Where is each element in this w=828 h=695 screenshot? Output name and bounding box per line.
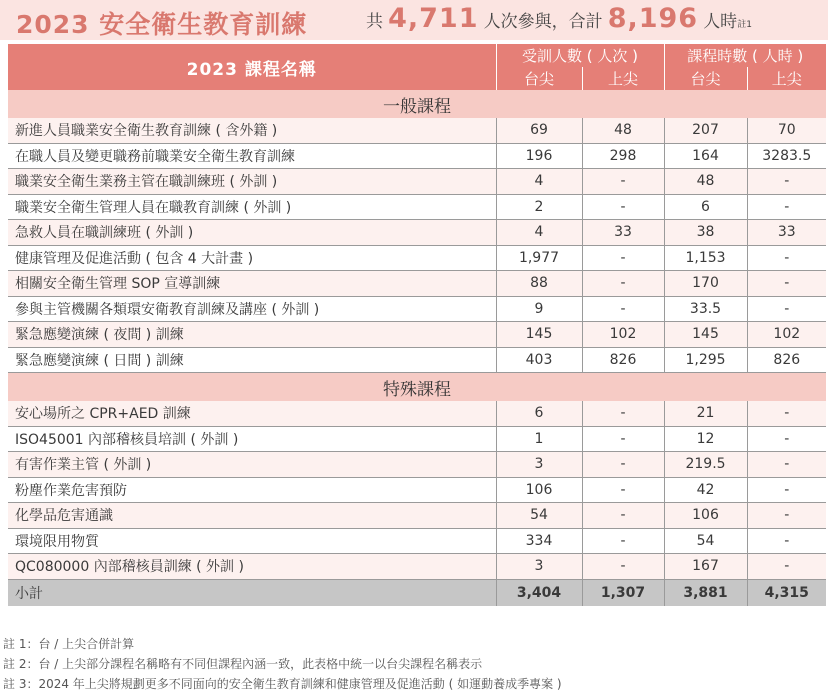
value-cell: 164 <box>664 143 747 169</box>
value-cell: 42 <box>664 477 747 503</box>
value-cell: - <box>582 477 664 503</box>
value-cell: 48 <box>664 169 747 195</box>
value-cell: 4 <box>496 169 582 195</box>
value-cell: - <box>747 452 826 478</box>
table-body <box>8 90 826 606</box>
value-cell: - <box>747 271 826 297</box>
table-row <box>8 296 826 322</box>
value-cell: 54 <box>496 503 582 529</box>
course-name-cell: 新進人員職業安全衛生教育訓練 ( 含外籍 ) <box>8 118 496 143</box>
section-special: 特殊課程 <box>8 373 826 402</box>
course-name-header: 2023 課程名稱 <box>8 44 496 90</box>
value-cell: 6 <box>496 401 582 426</box>
course-name-cell: 相關安全衛生管理 SOP 宣導訓練 <box>8 271 496 297</box>
value-cell: 33.5 <box>664 296 747 322</box>
course-name-cell: 緊急應變演練 ( 日間 ) 訓練 <box>8 347 496 373</box>
value-cell: 3,404 <box>496 579 582 606</box>
course-name-cell: 在職人員及變更職務前職業安全衛生教育訓練 <box>8 143 496 169</box>
value-cell: 6 <box>664 194 747 220</box>
value-cell: 1,153 <box>664 245 747 271</box>
table-row <box>8 194 826 220</box>
course-name-cell: 粉塵作業危害預防 <box>8 477 496 503</box>
hours-header: 課程時數 ( 人時 ) <box>664 44 826 67</box>
course-name-cell: 職業安全衛生業務主管在職訓練班 ( 外訓 ) <box>8 169 496 195</box>
note-ref: 註1 <box>737 20 752 30</box>
summary-line <box>366 3 752 34</box>
value-cell: - <box>747 554 826 580</box>
value-cell: - <box>747 503 826 529</box>
table-row <box>8 245 826 271</box>
table-row <box>8 477 826 503</box>
table-row <box>8 118 826 143</box>
value-cell: 298 <box>582 143 664 169</box>
value-cell: 38 <box>664 220 747 246</box>
value-cell: - <box>747 245 826 271</box>
value-cell: - <box>582 245 664 271</box>
trainees-tw-header: 台尖 <box>496 67 582 90</box>
value-cell: 826 <box>582 347 664 373</box>
footnotes <box>3 634 562 694</box>
table-row <box>8 554 826 580</box>
value-cell: 2 <box>496 194 582 220</box>
value-cell: 54 <box>664 528 747 554</box>
value-cell: 70 <box>747 118 826 143</box>
value-cell: 106 <box>496 477 582 503</box>
table-row <box>8 452 826 478</box>
value-cell: 88 <box>496 271 582 297</box>
footnote: 註 1：台 / 上尖合併計算 <box>3 637 135 651</box>
course-name-cell: 職業安全衛生管理人員在職教育訓練 ( 外訓 ) <box>8 194 496 220</box>
total-row <box>8 579 826 606</box>
value-cell: 102 <box>747 322 826 348</box>
value-cell: 1,295 <box>664 347 747 373</box>
value-cell: - <box>582 401 664 426</box>
hours-sh-header: 上尖 <box>747 67 826 90</box>
value-cell: 33 <box>582 220 664 246</box>
value-cell: 403 <box>496 347 582 373</box>
table-row <box>8 401 826 426</box>
footnote: 註 3：2024 年上尖將規劃更多不同面向的安全衛生教育訓練和健康管理及促進活動 ( 如運動養成季專案 ) <box>3 677 562 691</box>
value-cell: - <box>582 554 664 580</box>
value-cell: 4 <box>496 220 582 246</box>
value-cell: 1,977 <box>496 245 582 271</box>
course-name-cell: 環境限用物質 <box>8 528 496 554</box>
value-cell: 48 <box>582 118 664 143</box>
course-name-cell: 化學品危害通識 <box>8 503 496 529</box>
value-cell: - <box>747 401 826 426</box>
value-cell: - <box>747 426 826 452</box>
training-table <box>8 44 826 606</box>
value-cell: 1 <box>496 426 582 452</box>
course-name-cell: 急救人員在職訓練班 ( 外訓 ) <box>8 220 496 246</box>
course-name-cell: ISO45001 內部稽核員培訓 ( 外訓 ) <box>8 426 496 452</box>
value-cell: 826 <box>747 347 826 373</box>
value-cell: 4,315 <box>747 579 826 606</box>
table-row <box>8 347 826 373</box>
course-name-cell: 緊急應變演練 ( 夜間 ) 訓練 <box>8 322 496 348</box>
value-cell: - <box>747 296 826 322</box>
total-people: 4,711 <box>388 3 479 34</box>
trainees-header: 受訓人數 ( 人次 ) <box>496 44 664 67</box>
course-name-cell: QC080000 內部稽核員訓練 ( 外訓 ) <box>8 554 496 580</box>
course-name-cell: 有害作業主管 ( 外訓 ) <box>8 452 496 478</box>
trainees-sh-header: 上尖 <box>582 67 664 90</box>
page-title: 2023 安全衛生教育訓練 <box>16 10 308 39</box>
value-cell: 167 <box>664 554 747 580</box>
table-row <box>8 143 826 169</box>
value-cell: 69 <box>496 118 582 143</box>
value-cell: 33 <box>747 220 826 246</box>
section-general: 一般課程 <box>8 90 826 118</box>
course-name-cell: 健康管理及促進活動 ( 包含 4 大計畫 ) <box>8 245 496 271</box>
value-cell: 207 <box>664 118 747 143</box>
value-cell: 3,881 <box>664 579 747 606</box>
value-cell: 3 <box>496 452 582 478</box>
hours-label: 人時 <box>703 12 738 32</box>
value-cell: 145 <box>496 322 582 348</box>
course-name-cell: 小計 <box>8 579 496 606</box>
value-cell: 3283.5 <box>747 143 826 169</box>
value-cell: - <box>582 194 664 220</box>
value-cell: - <box>582 528 664 554</box>
value-cell: 219.5 <box>664 452 747 478</box>
value-cell: - <box>582 503 664 529</box>
value-cell: 12 <box>664 426 747 452</box>
summary-prefix: 共 <box>366 12 383 32</box>
value-cell: - <box>582 452 664 478</box>
value-cell: - <box>582 169 664 195</box>
value-cell: 9 <box>496 296 582 322</box>
value-cell: - <box>747 194 826 220</box>
table-row <box>8 322 826 348</box>
value-cell: 3 <box>496 554 582 580</box>
value-cell: 21 <box>664 401 747 426</box>
value-cell: 1,307 <box>582 579 664 606</box>
total-hours: 8,196 <box>607 3 699 34</box>
table-row <box>8 271 826 297</box>
value-cell: 196 <box>496 143 582 169</box>
value-cell: 106 <box>664 503 747 529</box>
value-cell: - <box>747 477 826 503</box>
value-cell: - <box>747 528 826 554</box>
footnote: 註 2：台 / 上尖部分課程名稱略有不同但課程內涵一致，此表格中統一以台尖課程名稱表示 <box>3 657 483 671</box>
value-cell: - <box>582 271 664 297</box>
course-name-cell: 參與主管機關各類環安衛教育訓練及講座 ( 外訓 ) <box>8 296 496 322</box>
value-cell: - <box>582 426 664 452</box>
table-row <box>8 169 826 195</box>
table-row <box>8 426 826 452</box>
hours-tw-header: 台尖 <box>664 67 747 90</box>
value-cell: - <box>747 169 826 195</box>
page-header <box>0 0 828 40</box>
course-name-cell: 安心場所之 CPR+AED 訓練 <box>8 401 496 426</box>
table-row <box>8 528 826 554</box>
value-cell: 334 <box>496 528 582 554</box>
people-label: 人次參與，合計 <box>483 12 603 32</box>
value-cell: 170 <box>664 271 747 297</box>
table-row <box>8 503 826 529</box>
table-row <box>8 220 826 246</box>
value-cell: - <box>582 296 664 322</box>
value-cell: 102 <box>582 322 664 348</box>
value-cell: 145 <box>664 322 747 348</box>
